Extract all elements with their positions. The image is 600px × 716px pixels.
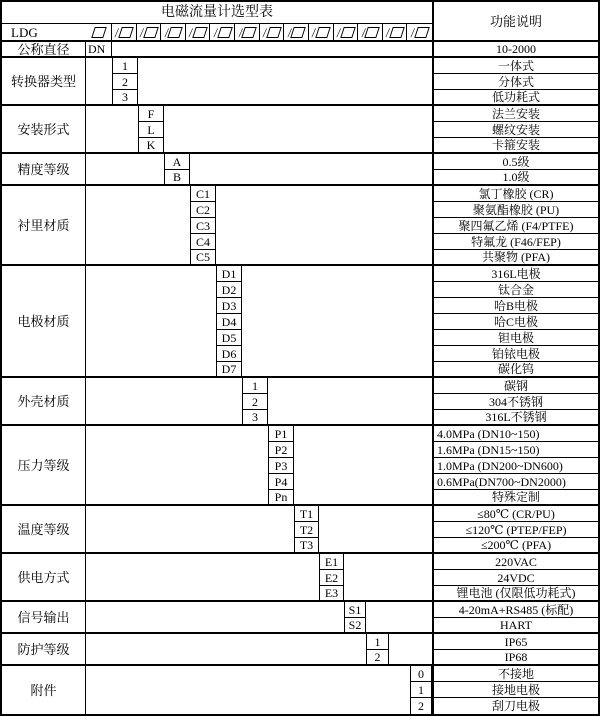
empty-cell: [190, 154, 432, 186]
slash-separator: /: [163, 24, 170, 40]
model-code-slot: [358, 24, 383, 42]
slash-separator: /: [385, 24, 391, 40]
code-box-icon: [143, 27, 159, 38]
option-code-cell: 0: [410, 666, 432, 682]
option-description: 220VAC: [432, 554, 598, 570]
option-description: 螺纹安装: [432, 122, 598, 138]
empty-cell: [216, 186, 432, 266]
option-code-cell: D5: [216, 330, 242, 346]
category-label: 供电方式: [2, 554, 86, 602]
slash-separator: /: [139, 24, 145, 40]
option-code-cell: P4: [268, 474, 294, 490]
category-label: 信号输出: [2, 602, 86, 634]
model-code-slot: [284, 24, 309, 42]
empty-cell: [86, 666, 410, 714]
option-description: ≤120℃ (PTEP/FEP): [432, 522, 598, 538]
option-code-cell: C5: [190, 250, 216, 266]
option-code-cell: DN: [86, 42, 112, 58]
page-title: 电磁流量计选型表: [2, 2, 432, 24]
option-code-cell: 1: [410, 682, 432, 698]
option-description: 10-2000: [432, 42, 598, 58]
empty-cell: [86, 554, 319, 602]
option-description: 哈C电极: [432, 314, 598, 330]
option-description: 聚氨酯橡胶 (PU): [432, 202, 598, 218]
option-description: 不接地: [432, 666, 598, 682]
option-description: 304不锈钢: [432, 394, 598, 410]
empty-cell: [389, 634, 432, 666]
option-description: 钽电极: [432, 330, 598, 346]
slash-separator: /: [336, 24, 342, 40]
option-description: 刮刀电极: [432, 698, 598, 714]
option-code-cell: C4: [190, 234, 216, 250]
empty-cell: [86, 426, 268, 506]
model-code-slot: [112, 24, 137, 42]
option-code-cell: A: [164, 154, 190, 170]
option-description: 法兰安装: [432, 106, 598, 122]
option-code-cell: Pn: [268, 490, 294, 506]
option-code-cell: T2: [294, 522, 319, 538]
empty-cell: [86, 58, 112, 106]
category-label: 转换器类型: [2, 58, 86, 106]
option-description: ≤200℃ (PFA): [432, 538, 598, 554]
option-description: IP68: [432, 650, 598, 666]
slash-separator: /: [410, 24, 416, 40]
option-description: 碳化钨: [432, 362, 598, 378]
option-code-cell: B: [164, 170, 190, 186]
option-description: 碳钢: [432, 378, 598, 394]
option-description: 共聚物 (PFA): [432, 250, 598, 266]
code-box-icon: [192, 27, 208, 38]
option-description: 316L不锈钢: [432, 410, 598, 426]
option-code-cell: D3: [216, 298, 242, 314]
option-code-cell: L: [138, 122, 164, 138]
option-description: 哈B电极: [432, 298, 598, 314]
category-label: 温度等级: [2, 506, 86, 554]
option-code-cell: T3: [294, 538, 319, 554]
code-box-icon: [340, 27, 356, 38]
model-code-slot: [161, 24, 186, 42]
code-box-icon: [364, 27, 380, 38]
option-code-cell: 3: [242, 410, 268, 426]
empty-cell: [86, 634, 366, 666]
option-code-cell: 1: [366, 634, 389, 650]
option-code-cell: 2: [366, 650, 389, 666]
option-code-cell: D7: [216, 362, 242, 378]
category-label: 电极材质: [2, 266, 86, 378]
option-description: 钛合金: [432, 282, 598, 298]
option-code-cell: 2: [410, 698, 432, 714]
empty-cell: [138, 58, 432, 106]
option-description: 1.6MPa (DN15~150): [432, 442, 598, 458]
category-label: 衬里材质: [2, 186, 86, 266]
option-code-cell: D1: [216, 266, 242, 282]
empty-cell: [86, 602, 344, 634]
empty-cell: [242, 266, 432, 378]
option-code-cell: E3: [319, 586, 344, 602]
option-code-cell: F: [138, 106, 164, 122]
code-box-icon: [217, 27, 233, 38]
option-code-cell: T1: [294, 506, 319, 522]
code-box-icon: [168, 27, 184, 38]
option-code-cell: D6: [216, 346, 242, 362]
category-label: 安装形式: [2, 106, 86, 154]
empty-cell: [86, 506, 294, 554]
code-box-icon: [91, 27, 107, 38]
option-description: 氯丁橡胶 (CR): [432, 186, 598, 202]
empty-cell: [294, 426, 432, 506]
option-description: HART: [432, 618, 598, 634]
category-label: 附件: [2, 666, 86, 714]
option-code-cell: C3: [190, 218, 216, 234]
option-description: 24VDC: [432, 570, 598, 586]
slash-separator: /: [114, 24, 120, 40]
empty-cell: [164, 106, 432, 154]
option-description: 一体式: [432, 58, 598, 74]
option-description: IP65: [432, 634, 598, 650]
slash-separator: /: [188, 24, 194, 40]
option-code-cell: K: [138, 138, 164, 154]
empty-cell: [344, 554, 432, 602]
option-code-cell: C2: [190, 202, 216, 218]
option-code-cell: C1: [190, 186, 216, 202]
slash-separator: /: [237, 24, 243, 40]
category-label: 精度等级: [2, 154, 86, 186]
option-code-cell: E1: [319, 554, 344, 570]
option-description: 分体式: [432, 74, 598, 90]
option-code-cell: 2: [242, 394, 268, 410]
model-code-box-cell: [86, 24, 112, 42]
option-code-cell: P2: [268, 442, 294, 458]
option-description: 1.0级: [432, 170, 598, 186]
option-code-cell: D4: [216, 314, 242, 330]
option-code-cell: S2: [344, 618, 366, 634]
function-column-header: 功能说明: [432, 2, 598, 42]
option-description: 1.0MPa (DN200~DN600): [432, 458, 598, 474]
empty-cell: [268, 378, 432, 426]
option-description: 接地电极: [432, 682, 598, 698]
option-code-cell: P1: [268, 426, 294, 442]
code-box-icon: [389, 27, 405, 38]
model-code-slot: [334, 24, 359, 42]
empty-cell: [86, 186, 190, 266]
option-code-cell: 2: [112, 74, 138, 90]
option-code-cell: D2: [216, 282, 242, 298]
option-code-cell: S1: [344, 602, 366, 618]
category-label: 防护等级: [2, 634, 86, 666]
option-description: 低功耗式: [432, 90, 598, 106]
model-code-slot: [383, 24, 408, 42]
code-box-icon: [291, 27, 307, 38]
model-code-slot: [235, 24, 260, 42]
option-code-cell: 1: [112, 58, 138, 74]
option-description: 4-20mA+RS485 (标配): [432, 602, 598, 618]
empty-cell: [319, 506, 432, 554]
option-description: 锂电池 (仅限低功耗式): [432, 586, 598, 602]
option-description: 4.0MPa (DN10~150): [432, 426, 598, 442]
model-code-slot: [210, 24, 235, 42]
option-code-cell: P3: [268, 458, 294, 474]
model-code-slot: [309, 24, 334, 42]
code-box-icon: [241, 27, 257, 38]
option-code-cell: 1: [242, 378, 268, 394]
option-description: 0.5级: [432, 154, 598, 170]
empty-cell: [112, 42, 432, 58]
option-description: 特殊定制: [432, 490, 598, 506]
model-code-slot: [137, 24, 162, 42]
option-description: 聚四氟乙烯 (F4/PTFE): [432, 218, 598, 234]
category-label: 压力等级: [2, 426, 86, 506]
option-description: 特氟龙 (F46/FEP): [432, 234, 598, 250]
empty-cell: [366, 602, 432, 634]
category-label: 外壳材质: [2, 378, 86, 426]
empty-cell: [86, 106, 138, 154]
option-description: 0.6MPa(DN700~DN2000): [432, 474, 598, 490]
code-box-icon: [266, 27, 282, 38]
option-description: ≤80℃ (CR/PU): [432, 506, 598, 522]
empty-cell: [86, 378, 242, 426]
code-box-icon: [118, 27, 134, 38]
model-code-slot: [186, 24, 211, 42]
category-label: 公称直径: [2, 42, 86, 58]
model-code-slot: [260, 24, 285, 42]
code-box-icon: [414, 27, 430, 38]
slash-separator: /: [286, 24, 293, 40]
slash-separator: /: [213, 24, 219, 40]
code-box-icon: [315, 27, 331, 38]
slash-separator: /: [262, 24, 268, 40]
option-code-cell: E2: [319, 570, 344, 586]
option-description: 铂铱电极: [432, 346, 598, 362]
option-description: 卡箍安装: [432, 138, 598, 154]
slash-separator: /: [360, 24, 367, 40]
model-prefix: LDG: [2, 24, 86, 42]
slash-separator: /: [311, 24, 317, 40]
empty-cell: [86, 154, 164, 186]
model-code-slot: [407, 24, 432, 42]
option-description: 316L电极: [432, 266, 598, 282]
option-code-cell: 3: [112, 90, 138, 106]
empty-cell: [86, 266, 216, 378]
